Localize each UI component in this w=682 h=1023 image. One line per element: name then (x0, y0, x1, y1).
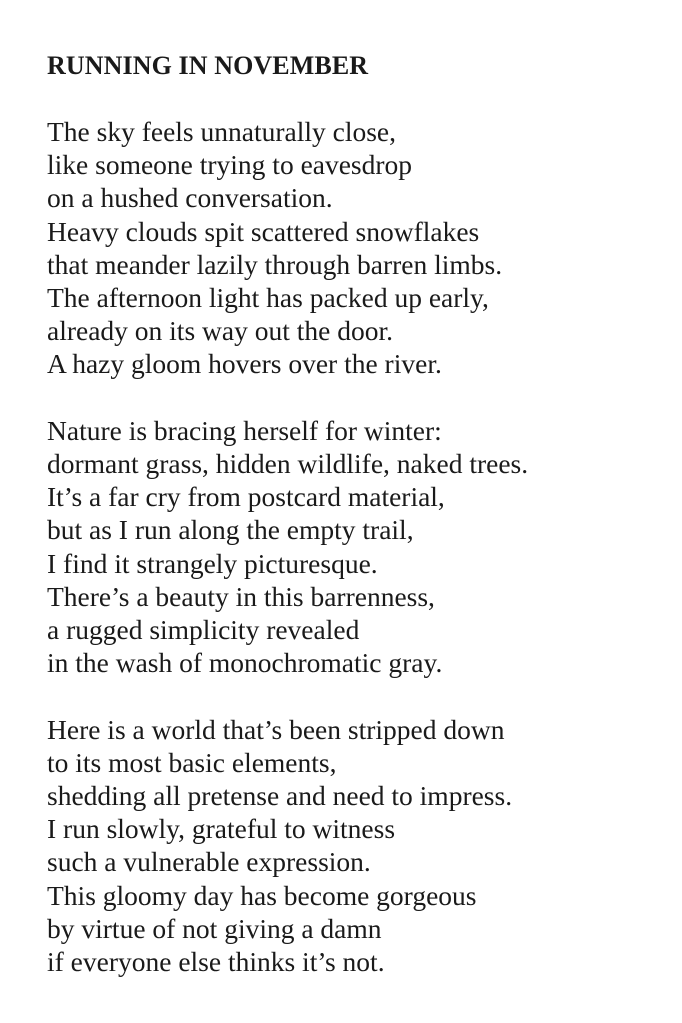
poem-line: Heavy clouds spit scattered snowflakes (47, 215, 480, 247)
poem-line: such a vulnerable expression. (47, 846, 371, 878)
poem-line: a rugged simplicity revealed (47, 614, 360, 646)
poem-line: The sky feels unnaturally close, (47, 116, 396, 147)
poem-line: to its most basic elements, (47, 746, 337, 778)
stanza-1 (47, 115, 667, 381)
poem-line: dormant grass, hidden wildlife, naked trees. (47, 448, 529, 480)
stanza-3 (47, 713, 667, 979)
poem-line: I find it strangely picturesque. (47, 547, 378, 579)
poem-line: in the wash of monochromatic gray. (47, 647, 443, 679)
poem-line: Here is a world that’s been stripped down (47, 713, 505, 745)
poem-line: shedding all pretense and need to impress. (47, 780, 513, 812)
poem-line: like someone trying to eavesdrop (47, 149, 413, 181)
poem-title: RUNNING IN NOVEMBER (47, 51, 369, 80)
poem-line: Nature is bracing herself for winter: (47, 414, 442, 446)
poem-line: on a hushed conversation. (47, 182, 333, 214)
poem-line: It’s a far cry from postcard material, (47, 481, 445, 513)
poem-line: but as I run along the empty trail, (47, 514, 414, 546)
poem-line: There’s a beauty in this barrenness, (47, 580, 435, 612)
poem-line: that meander lazily through barren limbs. (47, 248, 503, 280)
poem-line: if everyone else thinks it’s not. (47, 946, 385, 978)
poem-line: by virtue of not giving a damn (47, 912, 382, 944)
poem-line: This gloomy day has become gorgeous (47, 879, 477, 911)
poem-line: I run slowly, grateful to witness (47, 813, 396, 845)
stanza-2 (47, 414, 667, 680)
poem-line: The afternoon light has packed up early, (47, 282, 489, 314)
poem-line: already on its way out the door. (47, 315, 393, 347)
poem-line: A hazy gloom hovers over the river. (47, 348, 442, 380)
poem-page (47, 50, 667, 978)
